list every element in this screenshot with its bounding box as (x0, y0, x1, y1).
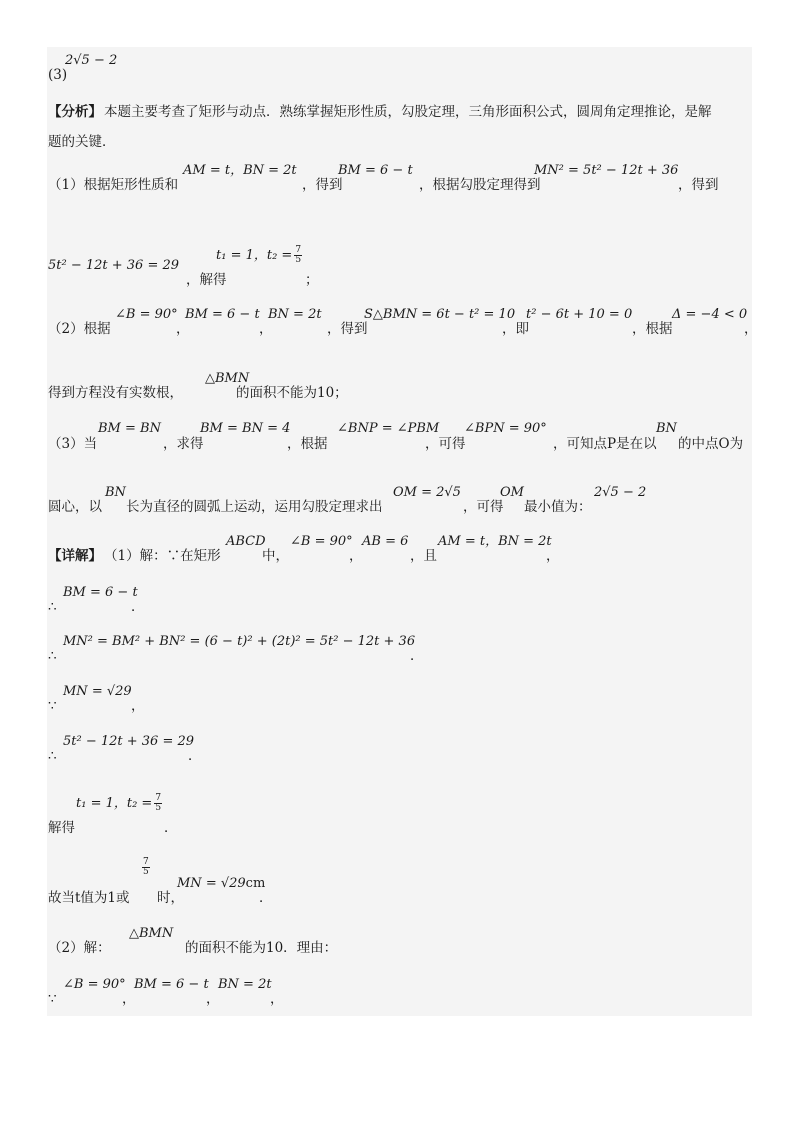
solution-mn-cm: MN = √29cm (177, 876, 266, 891)
solution-part2-bm: BM = 6 − t (134, 977, 209, 992)
analysis-part2-comma2: ， (259, 321, 273, 337)
analysis-circle-om2: OM (500, 485, 524, 500)
solution-text-and: ，且 (410, 548, 437, 564)
analysis-area-text: 的面积不能为10； (236, 385, 348, 401)
analysis-part3-text4: ，可得 (425, 436, 466, 452)
analysis-text-line2: 题的关键． (48, 134, 116, 150)
analysis-part2-text3: ，即 (502, 321, 529, 337)
analysis-part2-comma3: ， (744, 321, 758, 337)
analysis-part3-text6: 的中点O为 (678, 436, 744, 452)
solution-part2-bn: BN = 2t (218, 977, 272, 992)
analysis-part2-quadratic: t² − 6t + 10 = 0 (526, 307, 633, 322)
analysis-part2-text: （2）根据 (48, 321, 111, 337)
therefore-symbol-2: ∴ (48, 648, 57, 664)
therefore-symbol-3: ∴ (48, 748, 57, 764)
analysis-solution: t₁ = 1，t₂ = $\frac{7}{5}$ (216, 245, 302, 265)
analysis-circle-om: OM = 2√5 (393, 485, 461, 500)
analysis-part1-text2: ，得到 (302, 177, 343, 193)
analysis-part3-bm-bn: BM = BN (98, 421, 161, 436)
solution-triangle-bmn: △BMN (129, 926, 174, 941)
analysis-solve-end: ； (305, 272, 319, 288)
solution-part1-text: （1）解：∵在矩形 (104, 548, 221, 564)
analysis-part3-angle-eq: ∠BNP = ∠PBM (337, 421, 440, 436)
analysis-part1-text: （1）根据矩形性质和 (48, 177, 179, 193)
solution-part2-comma1: ， (122, 991, 136, 1007)
solution-solve-text: 解得 (48, 820, 75, 836)
analysis-circle-text4: 最小值为： (524, 499, 592, 515)
solution-mn-squared: MN² = BM² + BN² = (6 − t)² + (2t)² = 5t² − 12t + 36 (63, 634, 416, 649)
analysis-part2-text2: ，得到 (327, 321, 368, 337)
solution-ab: AB = 6 (362, 534, 409, 549)
analysis-circle-min: 2√5 − 2 (594, 485, 647, 500)
solution-conclusion-text: 故当t值为1或 (48, 890, 130, 906)
solution-part2-text: （2）解： (48, 940, 111, 956)
analysis-text-line1: 本题主要考查了矩形与动点．熟练掌握矩形性质，勾股定理，三角形面积公式，圆周角定理推论，是解 (104, 104, 712, 120)
analysis-part3-text5: ，可知点P是在以 (553, 436, 657, 452)
solution-rect: ABCD (226, 534, 266, 549)
solution-comma-3: ， (131, 698, 145, 714)
analysis-part1-text4: ，得到 (678, 177, 719, 193)
solution-conclusion-when: 时， (157, 890, 184, 906)
analysis-circle-text: 圆心，以 (48, 499, 102, 515)
solution-period-5: ． (259, 890, 273, 906)
solution-mn-value: MN = √29 (63, 684, 132, 699)
analysis-part2-bn: BN = 2t (268, 307, 322, 322)
analysis-part1-math-am: AM = t，BN = 2t (183, 163, 297, 178)
solution-text-in: 中， (262, 548, 289, 564)
solution-part2-comma2: ， (206, 991, 220, 1007)
solution-period-4: ． (164, 820, 178, 836)
solution-period-3: ． (188, 748, 202, 764)
therefore-symbol-1: ∴ (48, 599, 57, 615)
solution-heading: 【详解】 (48, 548, 102, 564)
solution-part2-comma3: ， (270, 991, 284, 1007)
analysis-part2-bm: BM = 6 − t (185, 307, 260, 322)
analysis-part2-area: S△BMN = 6t − t² = 10 (364, 307, 516, 322)
because-symbol-2: ∵ (48, 991, 57, 1007)
analysis-part2-text4: ，根据 (632, 321, 673, 337)
solution-frac-7-5: $\frac{7}{5}$ (143, 857, 149, 877)
analysis-circle-bn: BN (105, 485, 126, 500)
analysis-heading: 【分析】 (48, 104, 102, 120)
answer-3-label: (3) (48, 67, 68, 83)
analysis-part3-angle-bpn: ∠BPN = 90° (464, 421, 547, 436)
answer-3-value: 2√5 − 2 (65, 53, 118, 68)
analysis-part3-bn: BN (656, 421, 677, 436)
solution-period-2: ． (410, 648, 424, 664)
solution-period-1: ． (131, 599, 145, 615)
solution-bm: BM = 6 − t (63, 585, 138, 600)
analysis-part2-comma1: ， (176, 321, 190, 337)
solution-roots: t₁ = 1，t₂ = $\frac{7}{5}$ (76, 793, 162, 813)
solution-equation: 5t² − 12t + 36 = 29 (63, 734, 195, 749)
because-symbol-1: ∵ (48, 698, 57, 714)
solution-part2-text2: 的面积不能为10．理由： (185, 940, 338, 956)
analysis-circle-text3: ，可得 (463, 499, 504, 515)
analysis-circle-text2: 长为直径的圆弧上运动，运用勾股定理求出 (126, 499, 383, 515)
analysis-part1-math-mn: MN² = 5t² − 12t + 36 (534, 163, 679, 178)
solution-angle-b: ∠B = 90° (290, 534, 353, 549)
analysis-triangle-bmn: △BMN (205, 371, 250, 386)
analysis-part3-text3: ，根据 (287, 436, 328, 452)
solution-am-bn: AM = t，BN = 2t (438, 534, 552, 549)
analysis-part2-delta: Δ = −4 < 0 (672, 307, 748, 322)
analysis-part3-text: （3）当 (48, 436, 98, 452)
analysis-part2-angle: ∠B = 90° (115, 307, 178, 322)
solution-comma1: ， (349, 548, 363, 564)
analysis-part1-math-bm: BM = 6 − t (338, 163, 413, 178)
analysis-part3-text2: ，求得 (163, 436, 204, 452)
analysis-part1-text3: ，根据勾股定理得到 (419, 177, 541, 193)
analysis-solve-text: ，解得 (186, 272, 227, 288)
solution-comma2: ， (546, 548, 560, 564)
analysis-no-root-text: 得到方程没有实数根， (48, 385, 183, 401)
analysis-part3-bm-bn-4: BM = BN = 4 (200, 421, 291, 436)
solution-part2-angle: ∠B = 90° (63, 977, 126, 992)
analysis-equation: 5t² − 12t + 36 = 29 (48, 258, 180, 273)
